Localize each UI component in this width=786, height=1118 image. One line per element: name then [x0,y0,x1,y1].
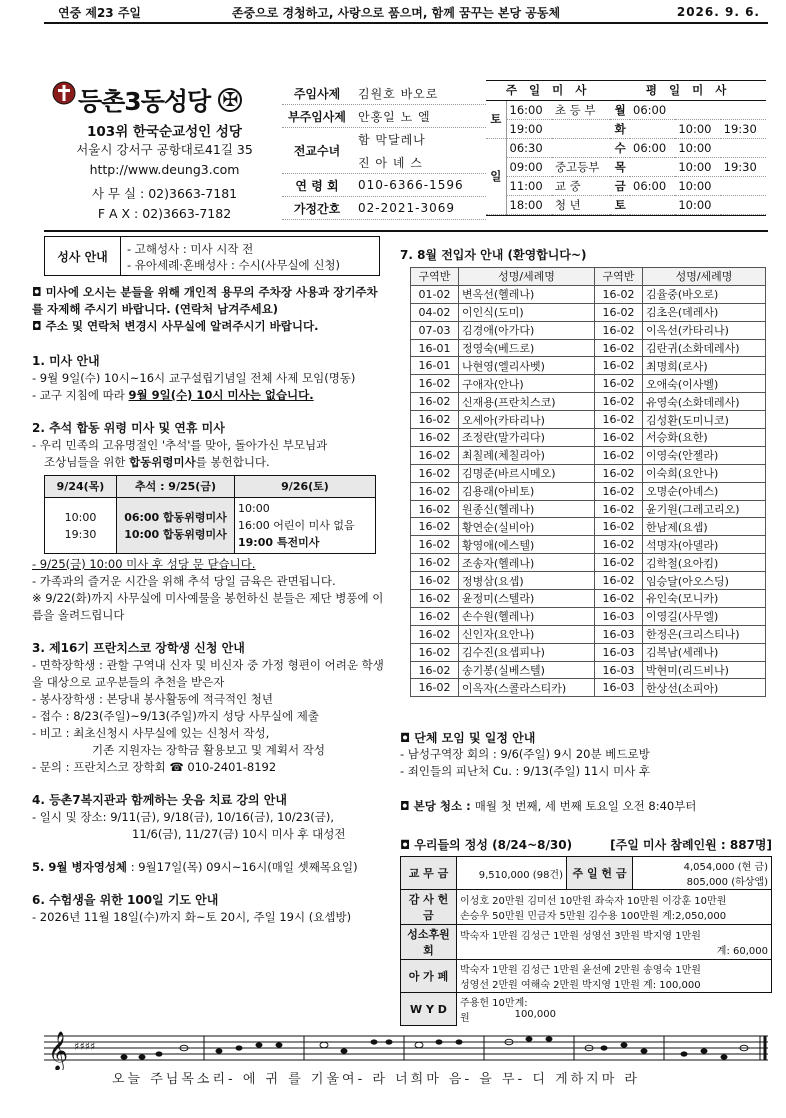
parish-address: 서울시 강서구 공항대로41길 35 [76,142,253,157]
sacrament-label: 성사 안내 [45,237,121,275]
sacrament-box [44,236,380,276]
parish-logo-icon [52,80,76,109]
staff-row: 가정간호 02-2021-3069 [282,197,486,220]
svg-text:𝄞: 𝄞 [48,1031,69,1070]
right-column: 7. 8월 전입자 안내 (환영합니다~) 구역반 성명/세례명 구역반 성명/세례명 01-02 변옥선(헬레나) 16-02 김율중(바오로) 04-02 이인식(도미) 16-02 김초은(데레사) 07-03 김경애(아가다) 16-02 이옥선(카타리나) 16-01 정영숙(베드로) 16-02 김란귀(소화데레사) 16-01 나현영(엘리사벳) 16-02 최명희(로사) 16-02 구애자(안나) 16-02 오애숙(이사벨) 16-02 신재용(프란치스코) 16-02 유영숙(소화데레사) 16-02 오세아(카타리나) 16-02 김성환(도미니코) 16-02 조정란(말가리다) 16-02 서승화(요한) 16-02 최칠례(체칠리아) 16-02 이영숙(안젤라) 16-02 김명준(바르시메오) 16-02 이숙희(요안나) 16-02 김용래(아비토) 16-02 오명순(아녜스) 16-02 원종신(헬레나) 16-02 윤기원(그레고리오) 16-02 황연순(실비아) 16-02 한남제(요셉) 16-02 황영애(에스텔) 16-02 석명자(아델라) 16-02 조송자(헬레나) 16-02 김학철(요아킴) 16-02 정병삼(요셉) 16-02 임승달(아오스딩) 16-02 윤정미(스텔라) 16-02 유인숙(모니카) 16-02 손수원(헬레나) 16-03 이영길(사무엘) 16-02 신인자(요안나) 16-03 한정은(크리스티나) 16-02 김수진(요셉피나) 16-03 김복남(세레나) 16-02 송기봉(실베스텔) 16-03 박현미(리드비나) 16-02 이옥자(스콜라스티카) 16-03 한상선(소피아) ◘ 단체 모임 및 일정 안내 - 남성구역장 회의 : 9/6(주일) 9시 20분 베드로방 - 죄인들의 피난처 Cu. : 9/13(주일) 11시 미사 후 ◘ 본당 청소 : 매월 첫 번째, 세 번째 토요일 오전 8:40부터 ◘ 우리들의 정성 (8/24~8/30) [주일 미사 참례인원 : 887명] 교 무 금 9,510,000 (98건) 주 일 헌 금 4,054,000 (현 금) 805,000 (하상앱) 감 사 헌 금 이성호 20만원 김미선 10만원 좌숙자 10만원 이강훈 10만원 손승우 50만원 민금자 5만원 김수용 100만원 계:2,050,000 성소후원회 박숙자 1만원 김성근 1만원 성영선 3만원 박지영 1만원 계: 60,000 아 가 페 박숙자 1만원 김성근 1만원 윤선예 2만원 송영숙 1만원 성영선 2만원 여해숙 2만원 박지영 1만원 계: 100,000 W Y D 주용헌 10만원 계: 100,000 [400,248,772,1025]
parish-subtitle: 103위 한국순교성인 성당 [87,124,242,140]
notice-parking: ◘ 미사에 오시는 분들을 위해 개인적 용무의 주차장 사용과 장기주차를 자제해 주시기 바랍니다. (연락처 남겨주세요) [32,285,378,316]
table-row: 16-02 오세아(카타리나) 16-02 김성환(도미니코) [411,411,766,429]
table-row: 16-02 신재용(프란치스코) 16-02 유영숙(소화데레사) [411,393,766,411]
notice-bullet-icon: ◘ [400,838,415,853]
table-row: 16-02 김용래(아비토) 16-02 오명순(아녜스) [411,482,766,500]
table-row: 16-02 손수원(헬레나) 16-03 이영길(사무엘) [411,607,766,625]
liturgical-week: 연중 제23 주일 [58,5,142,20]
table-row: 07-03 김경애(아가다) 16-02 이옥선(카타리나) [411,321,766,339]
staff-row: 주임사제 김원호 바오로 [282,82,486,105]
bulletin-date: 2026. 9. 6. [676,5,760,19]
notice-address: ◘ 주소 및 연락처 변경시 사무실에 알려주시기 바랍니다. [32,319,319,333]
offering-table: 교 무 금 9,510,000 (98건) 주 일 헌 금 4,054,000 (현 금) 805,000 (하상앱) 감 사 헌 금 이성호 20만원 김미선 10만원 좌숙자 10만원 이강훈 10만원 손승우 50만원 민금자 5만원 김수용 100만원 계:2,050,000 성소후원회 박숙자 1만원 김성근 1만원 성영선 3만원 박지영 1만원 계: 60,000 아 가 페 박숙자 1만원 김성근 1만원 윤선예 2만원 송영숙 1만원 성영선 2만원 여해숙 2만원 박지영 1만원 계: 100,000 W Y D 주용헌 10만원 계: 100,000 [400,856,772,1026]
office-phone: 사 무 실 : 02)3663-7181 [91,186,238,201]
parish-name: 등촌3동성당 ✠ [78,82,242,118]
section-title: 5. 9월 병자영성체 [32,860,128,874]
offering-header: ◘ 우리들의 정성 (8/24~8/30) [주일 미사 참례인원 : 887명] [400,838,772,853]
table-row: 16-02 신인자(요안나) 16-03 한정은(크리스티나) [411,625,766,643]
section-title: 6. 수험생을 위한 100일 기도 안내 [32,893,219,907]
staff-list [282,82,486,220]
table-row: 16-02 조정란(말가리다) 16-02 서승화(요한) [411,429,766,447]
section-title: 2. 추석 합동 위령 미사 및 연휴 미사 [32,421,225,435]
top-bar [44,2,768,24]
groups-title: ◘ 단체 모임 및 일정 안내 [400,731,536,746]
parish-motto: 존중으로 경청하고, 사랑으로 품으며, 함께 꿈꾸는 본당 공동체 [231,5,561,20]
table-row: 16-02 원종신(헬레나) 16-02 윤기원(그레고리오) [411,500,766,518]
weekday-mass-title: 평 일 미 사 [610,81,766,100]
chi-rho-icon: ✠ [218,88,242,112]
table-row: 16-02 조송자(헬레나) 16-02 김학철(요아킴) [411,554,766,572]
staff-row: 부주임사제 안홍일 노 엘 [282,105,486,128]
section-title: 3. 제16기 프란치스코 장학생 신청 안내 [32,641,245,655]
table-row: 16-02 구애자(안나) 16-02 오애숙(이사벨) [411,375,766,393]
staff-row: 진 아 녜 스 [282,151,486,174]
cleaning-notice: ◘ 본당 청소 : 매월 첫 번째, 세 번째 토요일 오전 8:40부터 [400,799,697,814]
table-row: 16-02 정병삼(요셉) 16-02 임승달(아오스딩) [411,572,766,590]
table-row: 16-02 황연순(실비아) 16-02 한남제(요셉) [411,518,766,536]
sunday-mass-title: 주 일 미 사 [486,81,610,100]
left-column: ◘ 미사에 오시는 분들을 위해 개인적 용무의 주차장 사용과 장기주차를 자제해 주시기 바랍니다. (연락처 남겨주세요) ◘ 주소 및 연락처 변경시 사무실에 알려주시기 바랍니다. 1. 미사 안내 - 9월 9일(수) 10시~16시 교구설립기념일 전체 사제 모임(명동) - 교구 지침에 따라 9월 9일(수) 10시 미사는 없습니다. 2. 추석 합동 위령 미사 및 연휴 미사 - 우리 민족의 고유명절인 '추석'를 맞아, 돌아가신 부모님과 조상님들을 위한 합동위령미사를 봉헌합니다. 9/24(목) 추석 : 9/25(금) 9/26(토) 10:00 19:30 06:00 합동위령미사 10:00 합동위령미사 10:00 16:00 어린이 미사 없음 19:00 특전미사 - 9/25(금) 10:00 미사 후 성당 문 닫습니다. - 가족과의 즐거운 시간을 위해 추석 당일 금육은 관면됩니다. ※ 9/22(화)까지 사무실에 미사예물을 봉헌하신 분들은 제단 병풍에 이름을 올려드립니다 3. 제16기 프란치스코 장학생 신청 안내 - 면학장학생 : 관할 구역내 신자 및 비신자 중 가정 형편이 어려운 학생을 대상으로 교우분들의 추천을 받은자 - 봉사장학생 : 본당내 봉사활동에 적극적인 청년 - 접수 : 8/23(주일)~9/13(주일)까지 성당 사무실에 제출 - 비고 : 최초신청시 사무실에 있는 신청서 작성, 기존 지원자는 장학금 활용보고 및 계획서 작성 - 문의 : 프란치스코 장학회 ☎ 010-2401-8192 4. 등촌7복지관과 함께하는 웃음 치료 강의 안내 - 일시 및 장소: 9/11(금), 9/18(금), 10/16(금), 10/23(금), 11/6(금), 11/27(금) 10시 미사 후 대성전 5. 9월 병자영성체 : 9월17일(목) 09시~16시(매일 셋째목요일) 6. 수험생을 위한 100일 기도 안내 - 2026년 11월 18일(수)까지 화~토 20시, 주일 19시 (요셉방) [32,285,384,924]
notice-bullet-icon: ◘ [32,319,46,333]
table-row: 16-02 최칠례(체칠리아) 16-02 이영숙(안젤라) [411,446,766,464]
table-row: 16-02 송기봉(실베스텔) 16-03 박현미(리드비나) [411,661,766,679]
table-row: 16-02 김수진(요셉피나) 16-03 김복남(세레나) [411,643,766,661]
sacrament-line: - 고해성사 : 미사 시작 전 [127,242,254,256]
table-row: 16-01 정영숙(베드로) 16-02 김란귀(소화데레사) [411,339,766,357]
chuseok-mass-table: 9/24(목) 추석 : 9/25(금) 9/26(토) 10:00 19:30 06:00 합동위령미사 10:00 합동위령미사 10:00 16:00 어린이 미사 없음 19:00 특전미사 [44,475,376,554]
newcomers-title: 7. 8월 전입자 안내 (환영합니다~) [400,248,587,262]
mass-schedule: 주 일 미 사 평 일 미 사 토 16:00 초 등 부 월 06:00 19:00 화 10:00 19:30 일 06:30 수 06:00 10:00 09:00 중고등부 목 10:00 19:30 11:00 교 중 금 06:00 10:00 18:00 청 년 토 10:00 [486,80,766,216]
sacrament-line: - 유아세례·혼배성사 : 수시(사무실에 신청) [127,258,341,272]
notice-bullet-icon: ◘ [32,285,46,299]
section-title: 1. 미사 안내 [32,354,100,368]
table-row: 16-02 김명준(바르시메오) 16-02 이숙희(요안나) [411,464,766,482]
fax-number: F A X : 02)3663-7182 [97,206,232,221]
music-notes-icon [44,1030,768,1070]
table-row: 16-02 황영애(에스텔) 16-02 석명자(아델라) [411,536,766,554]
table-row: 16-02 윤정미(스텔라) 16-02 유인숙(모니카) [411,590,766,608]
svg-text:♯♯♯♯: ♯♯♯♯ [74,1040,96,1053]
table-row: 16-02 이옥자(스콜라스티카) 16-03 한상선(소피아) [411,679,766,697]
table-row: 04-02 이인식(도미) 16-02 김초은(데레사) [411,303,766,321]
table-row: 01-02 변옥선(헬레나) 16-02 김율중(바오로) [411,285,766,303]
staff-row: 연 령 회 010-6366-1596 [282,174,486,197]
staff-row: 전교수녀 함 막달레나 [293,133,426,158]
hymn-lyrics: 오늘 주님목소리- 에 귀 를 기울여- 라 너희마 음- 을 무- 디 게하지마 라 [112,1072,640,1087]
newcomers-table: 구역반 성명/세례명 구역반 성명/세례명 01-02 변옥선(헬레나) 16-02 김율중(바오로) 04-02 이인식(도미) 16-02 김초은(데레사) 07-03 김경애(아가다) 16-02 이옥선(카타리나) 16-01 정영숙(베드로) 16-02 김란귀(소화데레사) 16-01 나현영(엘리사벳) 16-02 최명희(로사) 16-02 구애자(안나) 16-02 오애숙(이사벨) 16-02 신재용(프란치스코) 16-02 유영숙(소화데레사) 16-02 오세아(카타리나) 16-02 김성환(도미니코) 16-02 조정란(말가리다) 16-02 서승화(요한) 16-02 최칠례(체칠리아) 16-02 이영숙(안젤라) 16-02 김명준(바르시메오) 16-02 이숙희(요안나) 16-02 김용래(아비토) 16-02 오명순(아녜스) 16-02 원종신(헬레나) 16-02 윤기원(그레고리오) 16-02 황연순(실비아) 16-02 한남제(요셉) 16-02 황영애(에스텔) 16-02 석명자(아델라) 16-02 조송자(헬레나) 16-02 김학철(요아킴) 16-02 정병삼(요셉) 16-02 임승달(아오스딩) 16-02 윤정미(스텔라) 16-02 유인숙(모니카) 16-02 손수원(헬레나) 16-03 이영길(사무엘) 16-02 신인자(요안나) 16-03 한정은(크리스티나) 16-02 김수진(요셉피나) 16-03 김복남(세레나) 16-02 송기봉(실베스텔) 16-03 박현미(리드비나) 16-02 이옥자(스콜라스티카) 16-03 한상선(소피아) [410,267,766,697]
notice-bullet-icon: ◘ [400,731,415,746]
parish-website[interactable]: http://www.deung3.com [89,162,240,177]
table-row: 16-01 나현영(엘리사벳) 16-02 최명희(로사) [411,357,766,375]
header-divider [44,230,768,232]
notice-bullet-icon: ◘ [400,799,414,814]
section-title: 4. 등촌7복지관과 함께하는 웃음 치료 강의 안내 [32,793,287,807]
